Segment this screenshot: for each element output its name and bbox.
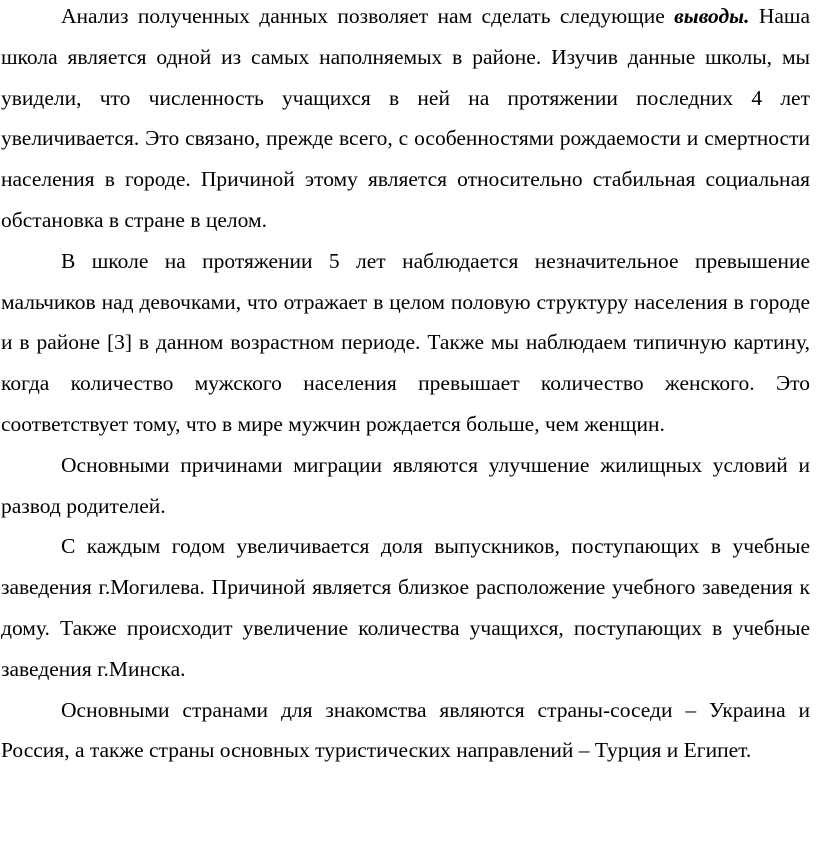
paragraph-gender-structure: В школе на протяжении 5 лет наблюдается незначительное превышение мальчиков над девочками, что отражает в целом половую структуру населения в городе и в районе [3] в данном возрастном периоде. Также мы наблюдаем типичную картину, когда количество мужского населения превышает количество женского. Это соответствует тому, что в мире мужчин рождается больше, чем женщин.	[1, 248, 810, 436]
paragraph-conclusions-rest: Наша школа является одной из самых наполняемых в районе. Изучив данные школы, мы увидели, что численность учащихся в ней на протяжении последних 4 лет увеличивается. Это связано, прежде всего, с особенностями рождаемости и смертности населения в городе. Причиной этому является относительно стабильная социальная обстановка в стране в целом.	[1, 4, 811, 232]
conclusions-emphasis: выводы.	[674, 4, 750, 28]
paragraph-conclusions	[1, 0, 810, 241]
paragraph-graduates: С каждым годом увеличивается доля выпускников, поступающих в учебные заведения г.Могилева. Причиной является близкое расположение учебного заведения к дому. Также происходит увеличение количества учащихся, поступающих в учебные заведения г.Минска.	[1, 534, 810, 681]
paragraph-migration: Основными причинами миграции являются улучшение жилищных условий и развод родителей.	[1, 452, 810, 518]
paragraph-countries: Основными странами для знакомства являются страны-соседи – Украина и Россия, а также страны основных туристических направлений – Турция и Египет.	[1, 697, 810, 763]
paragraph-conclusions-lead: Анализ полученных данных позволяет нам сделать следующие	[61, 4, 675, 28]
